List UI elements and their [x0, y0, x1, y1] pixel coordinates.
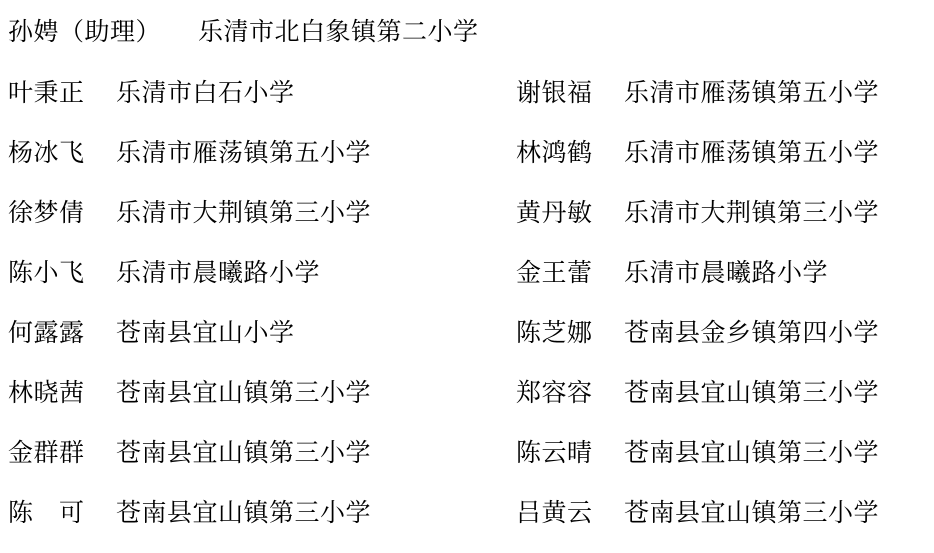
school-name: 苍南县宜山镇第三小学: [116, 438, 372, 467]
roster-row: [0, 373, 934, 433]
roster-entry-left: [0, 12, 516, 48]
teacher-name: 杨冰飞: [8, 138, 85, 167]
roster-entry-right: [516, 193, 934, 229]
teacher-name: 陈云晴: [516, 438, 593, 467]
school-name: 苍南县宜山镇第三小学: [624, 438, 880, 467]
roster-entry-right: [516, 73, 934, 109]
school-name: 乐清市白石小学: [116, 78, 295, 107]
teacher-name: 林晓茜: [8, 378, 85, 407]
teacher-name: 孙娉（助理）: [8, 17, 162, 46]
school-name: 苍南县宜山小学: [116, 318, 295, 347]
teacher-name: 金群群: [8, 438, 85, 467]
roster-entry-right: [516, 433, 934, 469]
school-name: 苍南县宜山镇第三小学: [116, 378, 372, 407]
roster-entry-left: [0, 493, 516, 529]
school-name: 苍南县宜山镇第三小学: [624, 378, 880, 407]
roster-entry-right: [516, 313, 934, 349]
roster-entry-left: [0, 193, 516, 229]
school-name: 乐清市大荆镇第三小学: [116, 198, 372, 227]
school-name: 乐清市北白象镇第二小学: [198, 17, 479, 46]
roster-row: [0, 193, 934, 253]
school-name: 苍南县宜山镇第三小学: [624, 498, 880, 527]
school-name: 苍南县金乡镇第四小学: [624, 318, 880, 347]
roster-row: [0, 493, 934, 553]
roster-row: [0, 253, 934, 313]
roster-row: [0, 133, 934, 193]
teacher-name: 谢银福: [516, 78, 593, 107]
roster-row: [0, 433, 934, 493]
roster-entry-left: [0, 433, 516, 469]
school-name: 乐清市晨曦路小学: [116, 258, 321, 287]
teacher-name: 陈 可: [8, 498, 85, 527]
roster-entry-left: [0, 253, 516, 289]
roster-entry-left: [0, 373, 516, 409]
roster-entry-right: [516, 493, 934, 529]
roster-entry-left: [0, 73, 516, 109]
school-name: 乐清市雁荡镇第五小学: [624, 78, 880, 107]
roster-entry-left: [0, 133, 516, 169]
teacher-name: 陈小飞: [8, 258, 85, 287]
teacher-name: 叶秉正: [8, 78, 85, 107]
school-name: 苍南县宜山镇第三小学: [116, 498, 372, 527]
roster-row: [0, 12, 934, 73]
teacher-name: 陈芝娜: [516, 318, 593, 347]
roster-entry-left: [0, 313, 516, 349]
roster-entry-right: [516, 373, 934, 409]
school-name: 乐清市雁荡镇第五小学: [116, 138, 372, 167]
teacher-name: 徐梦倩: [8, 198, 85, 227]
roster-row: [0, 73, 934, 133]
teacher-name: 吕黄云: [516, 498, 593, 527]
roster-row: [0, 313, 934, 373]
school-name: 乐清市大荆镇第三小学: [624, 198, 880, 227]
school-name: 乐清市雁荡镇第五小学: [624, 138, 880, 167]
teacher-name: 金王蕾: [516, 258, 593, 287]
teacher-name: 郑容容: [516, 378, 593, 407]
roster-entry-right: [516, 253, 934, 289]
teacher-name: 黄丹敏: [516, 198, 593, 227]
teacher-name: 林鸿鹤: [516, 138, 593, 167]
roster-entry-right: [516, 133, 934, 169]
school-name: 乐清市晨曦路小学: [624, 258, 829, 287]
teacher-name: 何露露: [8, 318, 85, 347]
